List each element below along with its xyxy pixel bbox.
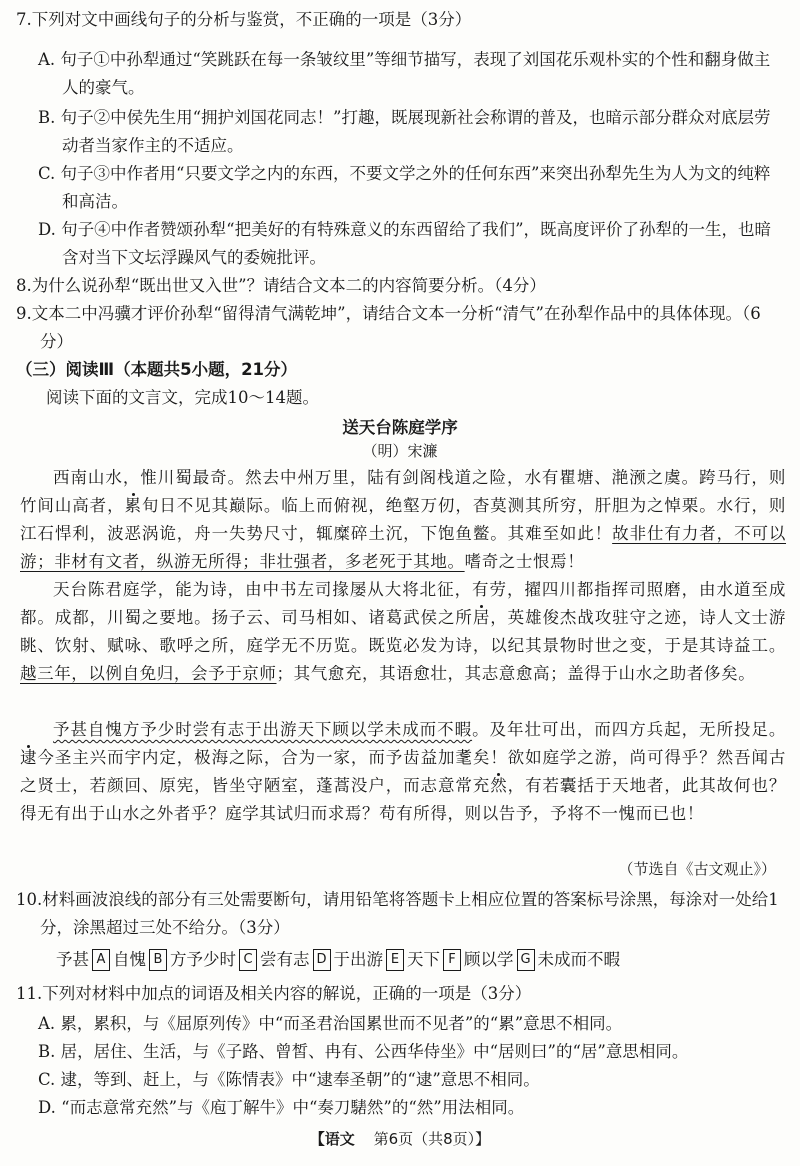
segment-text: 尝有志 [260,950,310,969]
passage-paragraph-1: 西南山水，惟川蜀最奇。然去中州万里，陆有剑阁栈道之险，水有瞿塘、滟滪之虞。跨马行，则竹间山高者，累旬日不见其巅际。临上而俯视，绝壑万仞，杳莫测其所穷，肝胆为之悼栗。水行，则江石悍利，波恶涡诡，舟一失势尺寸，辄糜碎土沉，下饱鱼鳖。其难至如此！故非仕有力者，不可以游；非材有文者，纵游无所得；非壮强者，多老死于其地。嗜奇之士恨焉！ [20,468,787,571]
question-11-option-b: B. 居，居住、生活，与《子路、曾皙、冉有、公西华侍坐》中“居则曰”的“居”意思相同。 [38,1042,689,1061]
passage-source: （节选自《古文观止》） [618,860,776,878]
wavy-underlined-sentence: 予甚自愧方予少时尝有志于出游天下顾以学未成而不暇 [53,720,473,739]
break-mark-c[interactable]: C [239,949,257,971]
question-7-option-d: D. 句子④中作者赞颂孙犁“把美好的有特殊意义的东西留给了我们”，既高度评价了孙犁的一生，也暗含对当下文坛浮躁风气的委婉批评。 [38,220,772,267]
underlined-sentence-2: 越三年，以例自免归，会予于京师 [20,664,277,683]
question-7-option-b: B. 句子②中侯先生用“拥护刘国花同志！”打趣，既展现新社会称谓的普及，也暗示部分群众对底层劳动者当家作主的不适应。 [38,108,771,155]
question-11-stem: 11.下列对材料中加点的词语及相关内容的解说，正确的一项是（3分） [16,984,532,1003]
question-7-stem: 7.下列对文中画线句子的分析与鉴赏，不正确的一项是（3分） [16,10,472,29]
question-7-option-a: A. 句子①中孙犁通过“笑跳跃在每一条皱纹里”等细节描写，表现了刘国花乐观朴实的个性和翻身做主人的豪气。 [38,50,771,97]
break-mark-d[interactable]: D [313,949,331,971]
segment-text: 自愧 [113,950,146,969]
page-footer [0,1128,800,1149]
dotted-word-lei: 累 [124,496,142,515]
question-10-stem: 10.材料画波浪线的部分有三处需要断句，请用铅笔将答题卡上相应位置的答案标号涂黑，每涂对一处给1分，涂黑超过三处不给分。（3分） [16,890,779,937]
question-9-stem: 9.文本二中冯骥才评价孙犁“留得清气满乾坤”，请结合文本一分析“清气”在孙犁作品中的具体体现。（6分） [16,304,761,351]
break-mark-e[interactable]: E [386,949,404,971]
dotted-word-ju: 居 [472,608,491,627]
segment-text: 顾以学 [464,950,514,969]
question-11-option-d: D. “而志意常充然”与《庖丁解牛》中“奏刀騞然”的“然”用法相同。 [38,1098,525,1117]
underlined-sentence-1: 故非仕有力者，不可以游；非材有文者，纵游无所得；非壮强者，多老死于其地。 [20,524,787,571]
section-3-heading: （三）阅读Ⅲ（本题共5小题，21分） [16,360,298,379]
question-11-option-a: A. 累，累积，与《屈原列传》中“而圣君治国累世而不见者”的“累”意思不相同。 [38,1014,623,1033]
passage-title: 送天台陈庭学序 [342,418,458,437]
segment-text: 予甚 [56,950,89,969]
footer-page-number: 第6页（共8页）】 [373,1130,491,1148]
section-3-intro: 阅读下面的文言文，完成10～14题。 [46,388,319,407]
question-10-segmentation [56,946,620,974]
break-mark-g[interactable]: G [517,949,535,971]
question-8-stem: 8.为什么说孙犁“既出世又入世”？请结合文本二的内容简要分析。（4分） [16,276,546,295]
segment-text: 方予少时 [170,950,236,969]
segment-text: 未成而不暇 [537,950,620,969]
footer-subject: 【语文 [309,1130,355,1148]
break-mark-b[interactable]: B [149,949,167,971]
question-11-option-c: C. 逮，等到、赶上，与《陈情表》中“逮奉圣朝”的“逮”意思不相同。 [38,1070,540,1089]
break-mark-f[interactable]: F [443,949,461,971]
passage-author: （明）宋濂 [362,442,438,460]
passage-paragraph-3: 予甚自愧方予少时尝有志于出游天下顾以学未成而不暇。及年壮可出，而四方兵起，无所投足。逮今圣主兴而宇内定，极海之际，合为一家，而予齿益加耄矣！欲如庭学之游，尚可得乎？然吾闻古之贤士，若颜回、原宪，皆坐守陋室，蓬蒿没户，而志意常充然，有若囊括于天地者，此其故何也？得无有出于山水之外者乎？庭学其试归而求焉？苟有所得，则以告予，予将不一愧而已也！ [20,720,786,823]
break-mark-a[interactable]: A [92,949,110,971]
segment-text: 于出游 [333,950,383,969]
segment-text: 天下 [407,950,440,969]
dotted-word-dai: 逮 [20,748,38,767]
question-7-option-c: C. 句子③中作者用“只要文学之内的东西，不要文学之外的任何东西”来突出孙犁先生为人为文的纯粹和高洁。 [38,164,771,211]
passage-paragraph-2: 天台陈君庭学，能为诗，由中书左司掾屡从大将北征，有劳，擢四川都指挥司照磨，由水道至成都。成都，川蜀之要地。扬子云、司马相如、诸葛武侯之所居，英雄俊杰战攻驻守之迹，诗人文士游眺、饮射、赋咏、歌呼之所，庭学无不历览。既览必发为诗，以纪其景物时世之变，于是其诗益工。越三年，以例自免归，会予于京师；其气愈充，其语愈壮，其志意愈高；盖得于山水之助者侈矣。 [20,580,786,683]
dotted-word-ran: 然 [490,776,508,795]
